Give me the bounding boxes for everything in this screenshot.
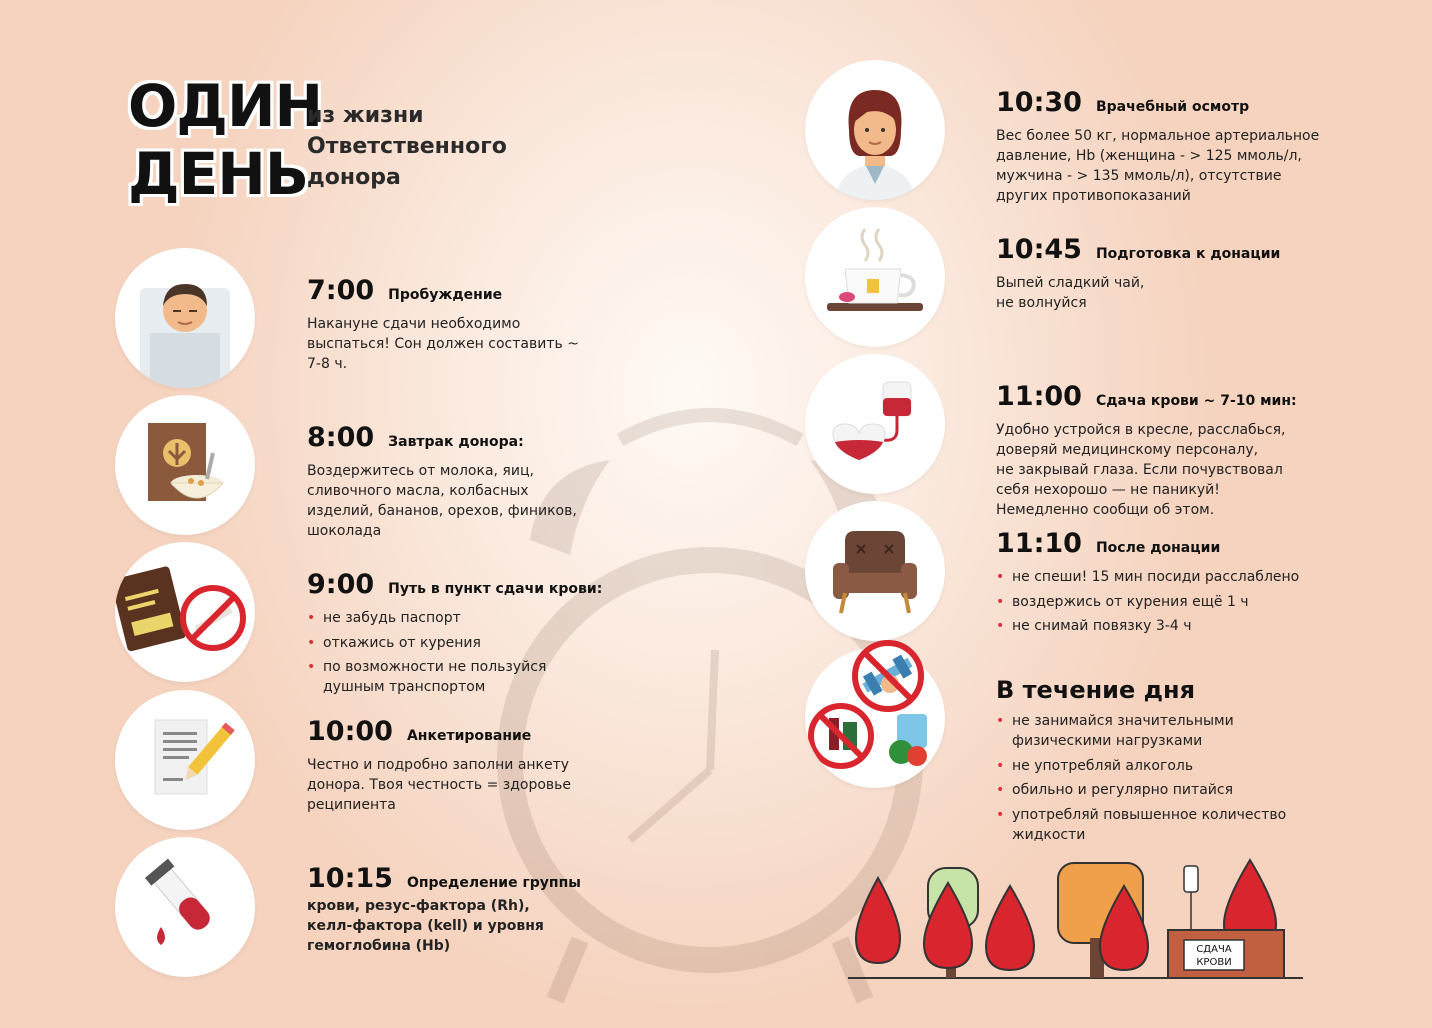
no-dumbbell-icon (848, 636, 928, 716)
desc-line: Воздержитесь от молока, яиц, (307, 463, 534, 479)
test-tube-icon (115, 837, 255, 977)
entry-time: 11:00 (996, 381, 1082, 412)
desc-line: доверяй медицинскому персоналу, (996, 442, 1259, 458)
desc-line: шоколада (307, 523, 382, 539)
entry-label: Подготовка к донации (1095, 246, 1281, 262)
main-title-line2: ДЕНЬ (128, 140, 309, 208)
entry-time: 10:45 (996, 234, 1082, 265)
schedule-entry-9-00 (307, 569, 602, 702)
subtitle-line: из жизни (307, 103, 424, 128)
desc-line: донора. Твоя честность = здоровье (307, 777, 572, 793)
blood-drops-scene (848, 858, 1308, 983)
bullet-item: • не употребляй алкоголь (996, 756, 1286, 776)
desc-line: мужчина - > 135 ммоль/л), отсутствие (996, 168, 1282, 184)
desc-line: гемоглобина (Hb) (307, 938, 451, 954)
bullet-continuation: физическими нагрузками (1012, 733, 1203, 749)
entry-desc (996, 126, 1319, 206)
desc-line: не волнуйся (996, 295, 1087, 311)
during-day-section (996, 676, 1286, 849)
questionnaire-icon (115, 690, 255, 830)
desc-line: 7-8 ч. (307, 356, 348, 372)
desc-line: крови, резус-фактора (Rh), (307, 898, 530, 914)
sign-line2: КРОВИ (1196, 957, 1232, 968)
breakfast-icon (115, 395, 255, 535)
main-title-line1: ОДИН (128, 72, 323, 140)
entry-desc (307, 314, 579, 374)
entry-label: Врачебный осмотр (1095, 99, 1250, 115)
entry-label: Анкетирование (406, 728, 532, 744)
entry-time: 10:00 (307, 716, 393, 747)
desc-line: Честно и подробно заполни анкету (307, 757, 570, 773)
entry-desc (996, 420, 1297, 520)
desc-line: сливочного масла, колбасных (307, 483, 529, 499)
blood-bag-icon (805, 354, 945, 494)
desc-line: не закрывай глаза. Если почувствовал (996, 462, 1283, 478)
desc-line: себя нехорошо — не паникуй! (996, 482, 1220, 498)
sign-line1: СДАЧА (1196, 944, 1232, 955)
bullet-item: • не спеши! 15 мин посиди расслаблено (996, 567, 1299, 587)
entry-label: Пробуждение (388, 287, 503, 303)
desc-line: Немедленно сообщи об этом. (996, 502, 1215, 518)
desc-line: Вес более 50 кг, нормальное артериальное (996, 128, 1320, 144)
schedule-entry-11-10 (996, 528, 1299, 641)
schedule-entry-10-45 (996, 234, 1280, 313)
during-day-bullets (996, 711, 1286, 845)
subtitle-line: донора (307, 165, 401, 190)
schedule-entry-11-00 (996, 381, 1297, 520)
bullet-item: • не занимайся значительными (996, 711, 1286, 731)
bullet-continuation: жидкости (1012, 826, 1086, 843)
bullet-item: • по возможности не пользуйся (307, 657, 602, 677)
desc-line: Выпей сладкий чай, (996, 275, 1145, 291)
desc-line: изделий, бананов, орехов, фиников, (307, 503, 577, 519)
schedule-entry-10-30 (996, 87, 1319, 206)
desc-line: давление, Hb (женщина - > 125 ммоль/л, (996, 148, 1302, 164)
entry-desc (307, 896, 581, 956)
entry-time: 10:30 (996, 87, 1082, 118)
subtitle-line: Ответственного (307, 134, 507, 159)
schedule-entry-8-00 (307, 422, 577, 541)
bullet-item: • употребляй повышенное количество (996, 805, 1286, 825)
desc-line: Удобно устройся в кресле, расслабься, (996, 422, 1286, 438)
entry-time: 11:10 (996, 528, 1082, 559)
bullet-item: • откажись от курения (307, 633, 602, 653)
bullet-item: • не забудь паспорт (307, 608, 602, 628)
sleeping-man-icon (115, 248, 255, 388)
schedule-entry-10-00 (307, 716, 571, 815)
entry-label: Путь в пункт сдачи крови: (388, 581, 603, 597)
bullet-item: • обильно и регулярно питайся (996, 780, 1286, 800)
entry-desc (307, 461, 577, 541)
during-day-title: В течение дня (996, 676, 1195, 704)
armchair-icon (805, 501, 945, 641)
entry-label: Определение группы (406, 875, 581, 891)
bullet-continuation: душным транспортом (323, 679, 486, 695)
entry-time: 10:15 (307, 863, 393, 894)
desc-line: Накануне сдачи необходимо (307, 316, 521, 332)
desc-line: выспаться! Сон должен составить ~ (307, 336, 579, 352)
entry-label: После донации (1095, 540, 1221, 556)
entry-bullets (307, 608, 602, 697)
entry-desc (996, 273, 1280, 313)
desc-line: реципиента (307, 797, 396, 813)
bullet-item: • воздержись от курения ещё 1 ч (996, 592, 1299, 612)
doctor-icon (805, 60, 945, 200)
entry-time: 8:00 (307, 422, 375, 453)
schedule-entry-7-00 (307, 275, 579, 374)
sweet-tea-icon (805, 207, 945, 347)
entry-bullets (996, 567, 1299, 636)
desc-line: других противопоказаний (996, 188, 1191, 204)
entry-label: Завтрак донора: (388, 434, 524, 450)
passport-no-smoking-icon (115, 542, 255, 682)
entry-desc (307, 755, 571, 815)
desc-line: келл-фактора (kell) и уровня (307, 918, 544, 934)
subtitle (307, 100, 507, 193)
bullet-item: • не снимай повязку 3-4 ч (996, 616, 1299, 636)
entry-time: 9:00 (307, 569, 375, 600)
entry-time: 7:00 (307, 275, 375, 306)
entry-label: Сдача крови ~ 7-10 мин: (1095, 393, 1297, 409)
schedule-entry-10-15 (307, 863, 581, 956)
